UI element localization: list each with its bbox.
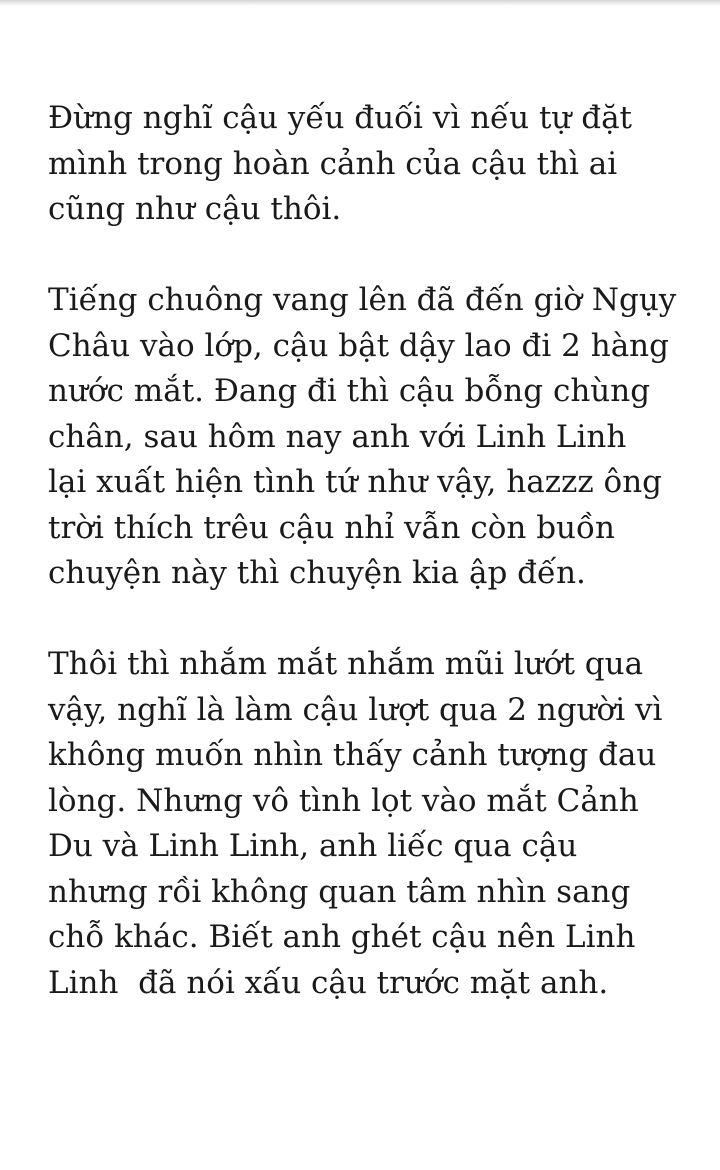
text-line: Tiếng chuông vang lên đã đến giờ Ngụy xyxy=(48,282,677,318)
text-line: Đừng nghĩ cậu yếu đuối vì nếu tự đặt xyxy=(48,100,633,136)
text-line: lòng. Nhưng vô tình lọt vào mắt Cảnh xyxy=(48,782,639,819)
text-line: lại xuất hiện tình tứ như vậy, hazzz ông xyxy=(48,464,663,500)
text-line: Linh đã nói xấu cậu trước mặt anh. xyxy=(48,964,609,1001)
text-line: nhưng rồi không quan tâm nhìn sang xyxy=(48,873,631,910)
text-line: không muốn nhìn thấy cảnh tượng đau xyxy=(48,737,657,773)
paragraph-3 xyxy=(48,642,688,1006)
text-line: Châu vào lớp, cậu bật dậy lao đi 2 hàng xyxy=(48,327,669,364)
text-line: cũng như cậu thôi. xyxy=(48,191,342,227)
paragraph-1 xyxy=(48,96,688,233)
text-line: trời thích trêu cậu nhỉ vẫn còn buồn xyxy=(48,509,615,546)
text-line: chuyện này thì chuyện kia ập đến. xyxy=(48,555,586,591)
reading-pane[interactable] xyxy=(48,96,688,1006)
paragraph-2 xyxy=(48,278,688,597)
text-line: mình trong hoàn cảnh của cậu thì ai xyxy=(48,145,618,182)
text-line: chỗ khác. Biết anh ghét cậu nên Linh xyxy=(48,919,636,955)
top-edge-shadow xyxy=(0,0,720,6)
paragraph-spacer xyxy=(48,597,688,643)
text-line: vậy, nghĩ là làm cậu lượt qua 2 người vì xyxy=(48,691,663,728)
text-line: chân, sau hôm nay anh với Linh Linh xyxy=(48,418,627,455)
text-line: Du và Linh Linh, anh liếc qua cậu xyxy=(48,828,578,864)
paragraph-spacer xyxy=(48,233,688,279)
text-line: Thôi thì nhắm mắt nhắm mũi lướt qua xyxy=(48,646,644,682)
text-line: nước mắt. Đang đi thì cậu bỗng chùng xyxy=(48,373,651,409)
